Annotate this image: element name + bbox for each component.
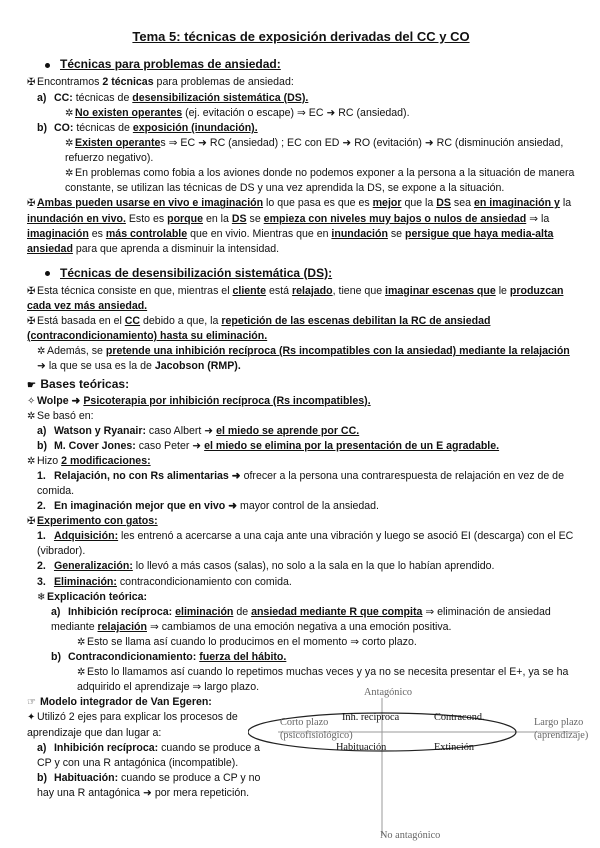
label-corto-plazo: Corto plazo [280,717,329,728]
model-text [27,710,265,800]
snowflake-icon: ❄ [37,591,46,603]
document-page [27,0,575,801]
asterisk-icon: ✲ [27,455,36,467]
van-egeren-diagram [248,686,600,846]
item-co-sub: ✲ Existen operantes ⇒ EC ➜ RC (ansiedad) ; EC con ED ➜ RO (evitación) ➜ RC (disminución ansiedad, refuerzo negativo). [65,136,564,165]
label-psicofisiologico: (psicofisiológico) [280,730,353,741]
item-cc-sub: ✲ No existen operantes (ej. evitación o escape) ⇒ EC ➜ RC (ansiedad). [27,106,575,121]
watson-item: a) Watson y Ryanair: caso Albert ➜ el miedo se aprende por CC. [37,424,360,437]
explanation-b-sub: ✲ Esto lo llamamos así cuando lo repetimos muchas veces y ya no se necesita presentar el E+, ya se ha adquirido el aprendizaje ⇒ largo plazo. [77,666,569,694]
cross-icon: ✠ [27,516,36,528]
wolpe-line: ✧ Wolpe ➜ Psicoterapia por inhibición recíproca (Rs incompatibles). [27,394,575,409]
quadrant-habituacion: Habituación [336,742,387,753]
cross-icon: ✠ [27,198,36,210]
quadrant-extincion: Extinción [434,742,475,753]
label-aprendizaje: (aprendizaje) [534,730,589,741]
cross-icon: ✠ [27,77,36,89]
page-title: Tema 5: técnicas de exposición derivadas del CC y CO [132,29,470,44]
explanation-b: b) Contracondicionamiento: fuerza del hábito. [51,650,287,663]
section-heading-ds: Técnicas de desensibilización sistemática (DS): [45,265,575,282]
asterisk-icon: ✲ [27,410,36,422]
item-cc: a) CC: técnicas de desensibilización sistemática (DS). [37,91,309,104]
experiment-1: 1. Adquisición: les entrenó a acercarse a una caja ante una vibración y luego se asoció EI (descarga) con el EC (vibrador). [37,530,574,558]
cross-icon: ✠ [27,285,36,297]
baso-line: ✲ Se basó en: [27,409,575,424]
item-co-sub2: ✲ En problemas como fobia a los aviones donde no podemos exponer a la persona a la situación de manera constante, se utilizan las técnicas de DS y una vez aprendida la DS, se expone a la situación. [65,167,575,195]
four-point-star-icon: ✦ [27,712,36,724]
ds-line2: ✠ Está basada en el CC debido a que, la repetición de las escenas debilitan la RC de ansiedad (contracondicionamiento) hasta su eliminación. [27,314,491,343]
modification-1: 1. Relajación, no con Rs alimentarias ➜ ofrecer a la persona una contrarespuesta de relajación en vez de de comida. [37,470,564,498]
bullet-icon [45,271,50,276]
experiment-2: 2. Generalización: lo llevó a más casos (salas), no solo a la sala en la que lo habían aprendido. [37,560,495,573]
experiment-3: 3. Eliminación: contracondicionamiento con comida. [37,575,292,588]
asterisk-icon: ✲ [65,168,74,180]
asterisk-icon: ✲ [37,346,46,358]
hizo-line: ✲ Hizo 2 modificaciones: [27,454,575,469]
label-antagonico: Antagónico [364,687,413,698]
modification-2: 2. En imaginación mejor que en vivo ➜ mayor control de la ansiedad. [37,500,379,513]
pointing-hand-icon: ☞ [27,697,36,709]
quadrant-inh-reciproca: Inh. recíproca [342,712,400,723]
cross-icon: ✠ [27,315,36,327]
explanation-heading: ❄ Explicación teórica: [27,590,575,605]
model-item-a: a) Inhibición recíproca: cuando se produce a CP y con una R antagónica (incompatible). [37,741,261,769]
label-no-antagonico: No antagónico [380,830,441,841]
intro-line: ✠ Encontramos 2 técnicas para problemas de ansiedad: [27,75,575,90]
explanation-a-sub: ✲ Esto se llama así cuando lo producimos en el momento ⇒ corto plazo. [27,635,575,650]
model-heading: ☞ Modelo integrador de Van Egeren: [27,695,575,710]
label-largo-plazo: Largo plazo [534,717,584,728]
ds-line1: ✠ Esta técnica consiste en que, mientras el cliente está relajado, tiene que imaginar escenas que le produzcan cada vez más ansiedad. [27,284,564,312]
asterisk-icon: ✲ [77,636,86,648]
ds-line3: ✲ Además, se pretende una inhibición recíproca (Rs incompatibles con la ansiedad) mediante la relajación ➜ la que se usa es la de Jacobson (RMP). [37,345,570,373]
asterisk-icon: ✲ [65,107,74,119]
quadrant-contracond: Contracond. [434,712,485,723]
section-heading-anxiety-techniques: Técnicas para problemas de ansiedad: [45,56,575,73]
bases-heading: ☛ Bases teóricas: [27,376,575,393]
jones-item: b) M. Cover Jones: caso Peter ➜ el miedo se elimina por la presentación de un E agradable. [37,439,500,452]
bullet-icon [45,63,50,68]
model-item-b: b) Habituación: cuando se produce a CP y no hay una R antagónica ➜ por mera repetición. [37,771,261,799]
experiment-heading: ✠ Experimento con gatos: [27,514,575,529]
model-intro: ✦ Utilizó 2 ejes para explicar los procesos de aprendizaje que dan lugar a: [27,711,238,739]
diagram-axes [248,686,600,846]
item-co: b) CO: técnicas de exposición (inundación). [37,121,258,134]
paragraph-both: ✠ Ambas pueden usarse en vivo e imaginación lo que pasa es que es mejor que la DS sea en imaginación y la inundación en vivo. Esto es porque en la DS se empieza con niveles muy bajos o nulos de ansiedad ⇒ la imaginación es más controlable que en vivio. Mientras que en inundación se persigue que haya media-alta ansiedad para que aprenda a disminuir la intensidad. [27,197,572,255]
asterisk-icon: ✲ [65,137,74,149]
pointing-hand-icon: ☛ [27,380,36,392]
explanation-a: a) Inhibición recíproca: eliminación de ansiedad mediante R que compita ⇒ eliminación de ansiedad mediante relajación ⇒ cambiamos de una emoción negativa a una emoción positiva. [51,605,551,633]
diamond-icon: ✧ [27,395,36,407]
asterisk-icon: ✲ [77,667,86,679]
